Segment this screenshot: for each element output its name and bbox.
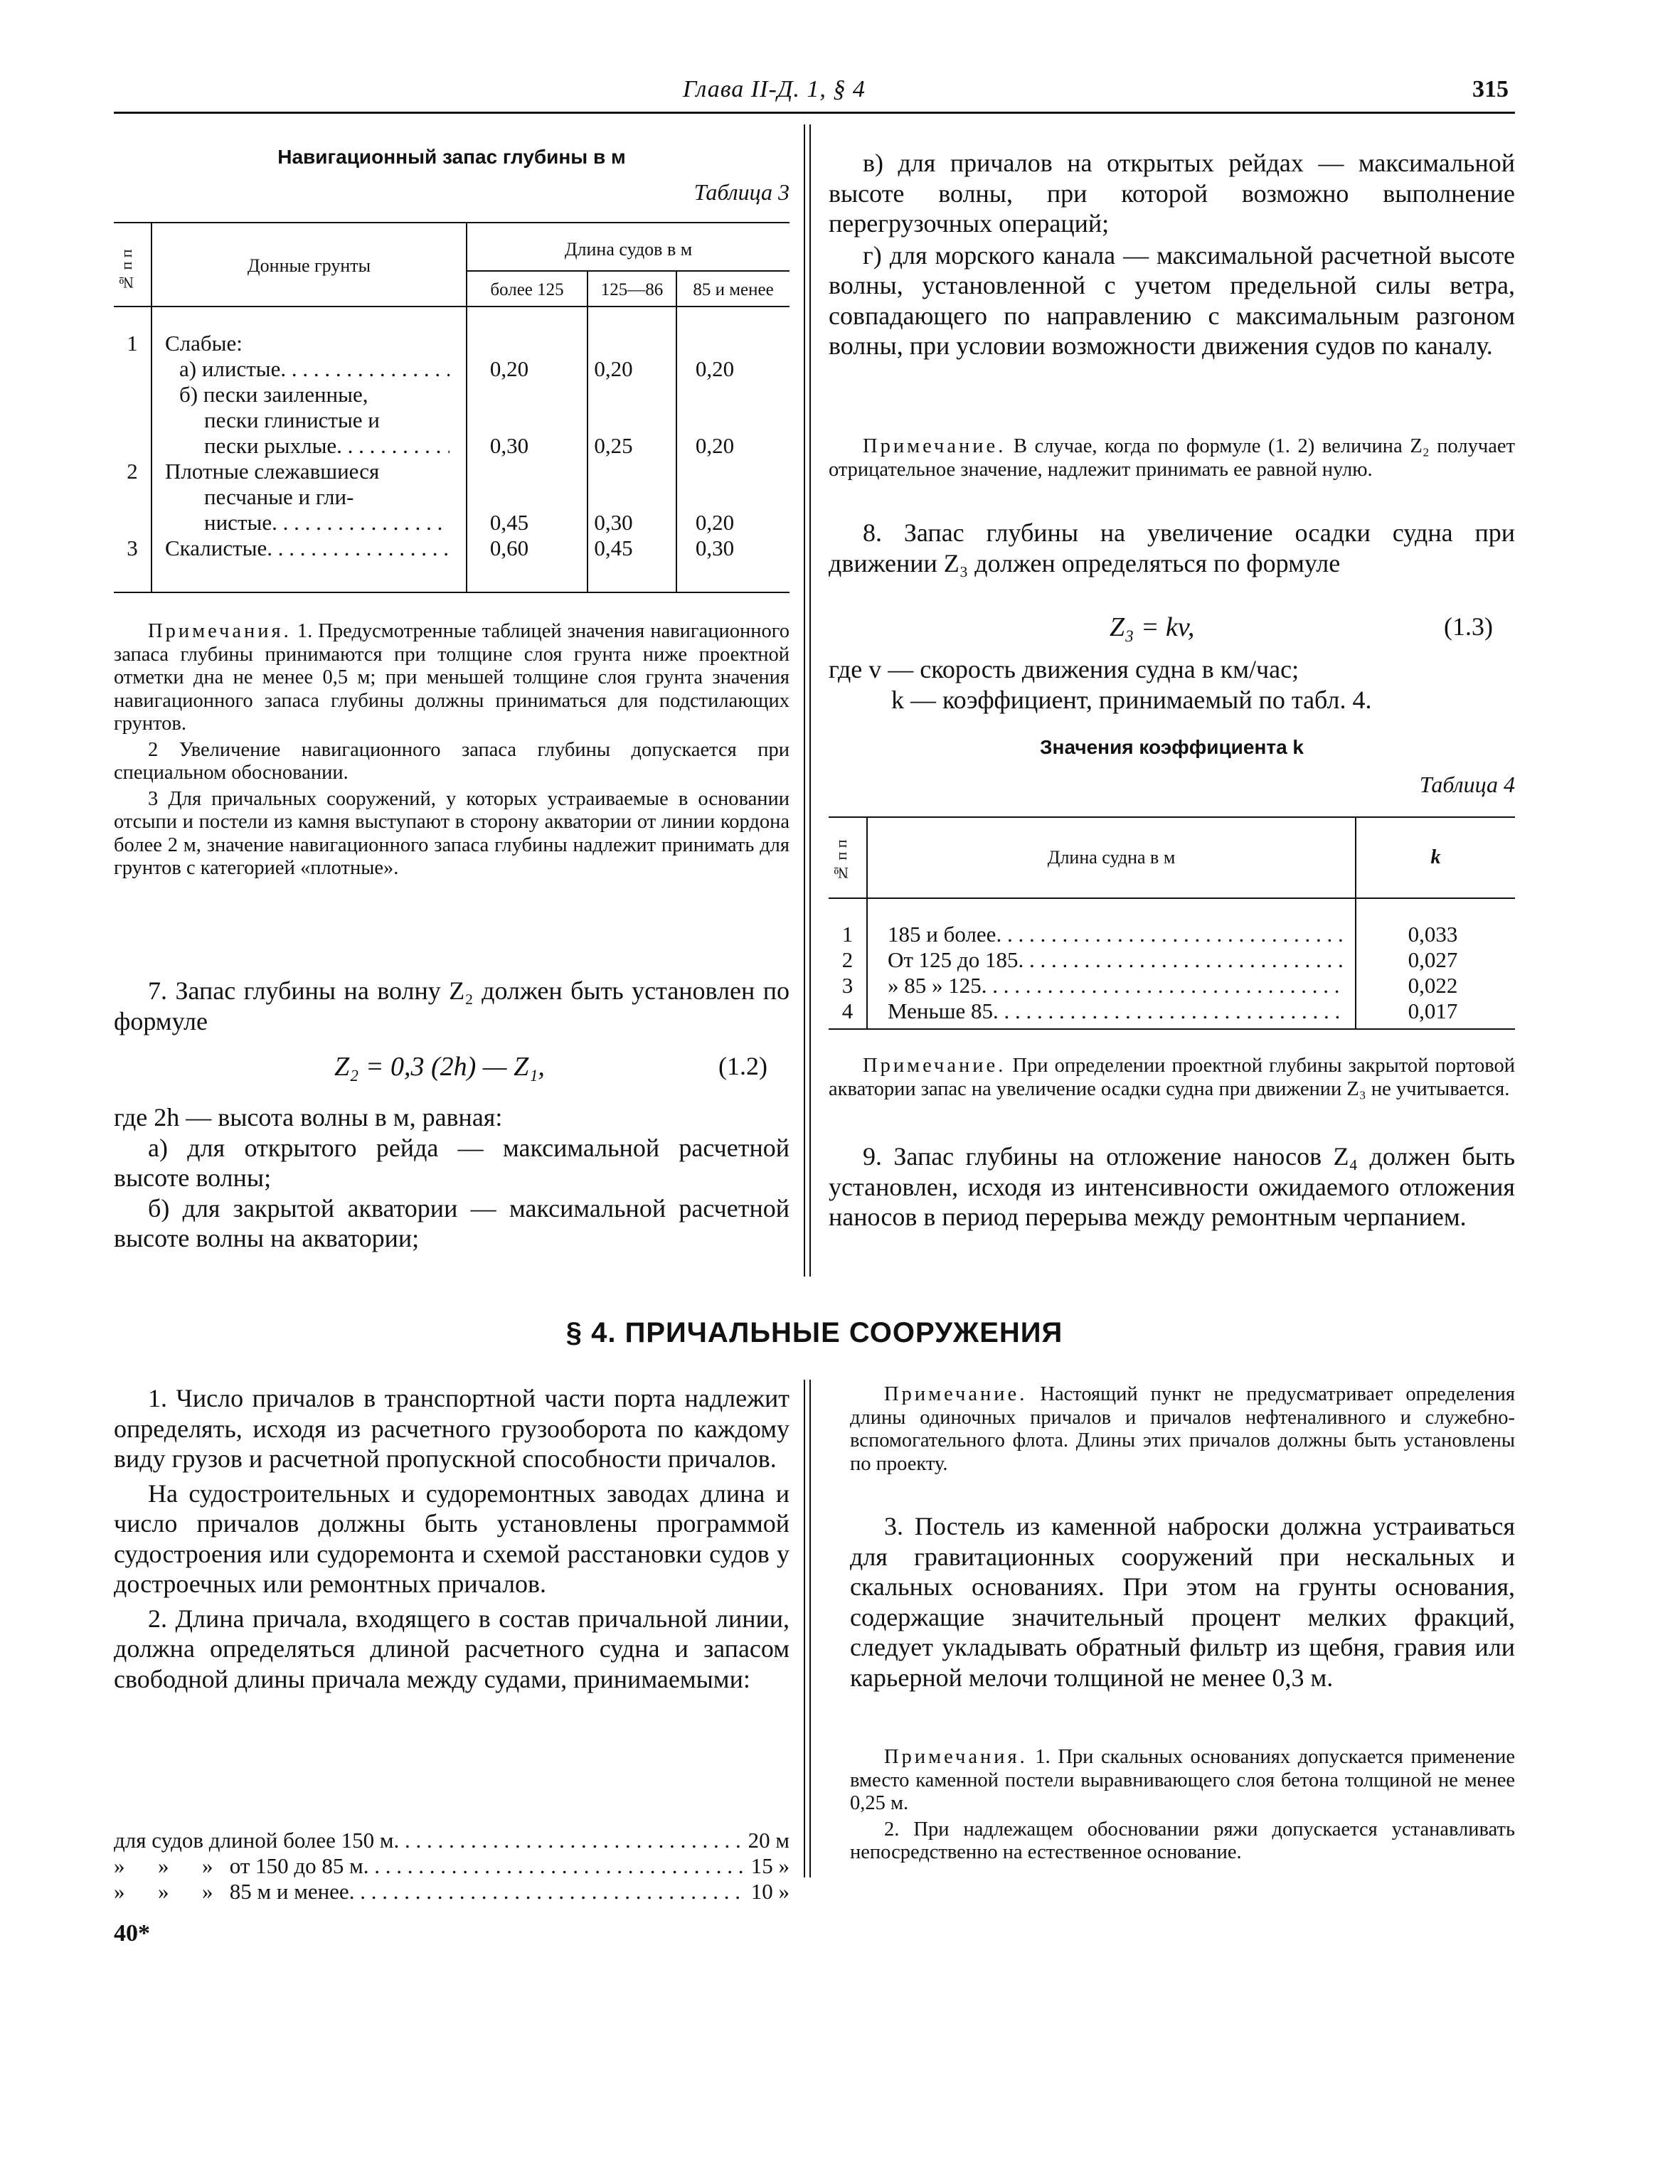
table4-note: Примечание. При определении проектной глубины закрытой портовой акватории запас на увеличение осадки судна при движении Z₃ не учитывается. [829, 1055, 1515, 1100]
table3-notes: Примечания. 1. Предусмотренные таблицей значения навигационного запаса глубины принимаются при толщине слоя грунта ниже проектной отметки дна не менее 0,5 м; при меньшей толщине слоя грунта значения навигационного запаса глубины должны приниматься для подстилающих грунтов. 2 Увеличение навигационного запаса глубины допускается при специальном обосновании. 3 Для причальных сооружений, у которых устраиваемые в основании отсыпи и постели из камня выступают в сторону акватории от линии кордона более 2 м, значение навигационного запаса глубины надлежит принимать для грунтов с категорией «плотные». [114, 620, 790, 879]
paragraph-3: 3. Постель из каменной наброски должна устраиваться для гравитационных сооружений при нескальных и скальных основаниях. При этом на грунты основания, содержащие значительный процент мелких фракций, следует укладывать обратный фильтр из щебня, гравия или карьерной мелочи толщиной не менее 0,3 м. [850, 1512, 1515, 1692]
table3-sub-2: 125—86 [600, 280, 664, 299]
column-divider-bottom-right [809, 1380, 811, 1877]
table-row: 3 Скалистые . . . 0,60 0,45 0,30 [114, 536, 790, 561]
table3-col-length: Длина судов в м [564, 239, 693, 260]
formula-1-2: Z₂ = 0,3 (2h) — Z₁, [334, 1052, 545, 1082]
table-row: песчаные и гли- [204, 484, 354, 509]
note-z2: Примечание. В случае, когда по формуле (1. 2) величина Z₂ получает отрицательное значение, надлежит принимать ее равной нулю. [829, 435, 1515, 481]
table-row: 1 Слабые: [127, 331, 243, 356]
table3-col-soil: Донные грунты [247, 255, 371, 276]
paragraph-9: 9. Запас глубины на отложение наносов Z₄ должен быть установлен, исходя из интенсивности ожидаемого отложения наносов в период перерыва между ремонтным черпанием. [829, 1142, 1515, 1231]
list-item: » » » от 150 до 85 м . . . 15 » [114, 1853, 790, 1879]
table-row: пески рыхлые . . . 0,30 0,25 0,20 [114, 433, 790, 459]
table4-body [829, 922, 1515, 1024]
right-list: в) для причалов на открытых рейдах — максимальной высоте волны, при которой возможно выполнение перегрузочных операций; г) для морского канала — максимальной расчетной высоте волны, установленной с учетом предельной силы ветра, совпадающего по направлению с максимальным разгоном волны, при условии возможности движения судов по каналу. [829, 149, 1515, 360]
header-rule [114, 112, 1515, 114]
table3-title: Навигационный запас глубины в м [277, 146, 626, 168]
section4-left: 1. Число причалов в транспортной части порта надлежит определять, исходя из расчетного грузооборота по каждому виду грузов и расчетной пропускной способности причалов. На судостроительных и судоремонтных заводах длина и число причалов должны быть установлены программой судостроения или судоремонта и схемой расстановки судов у достроечных или ремонтных причалов. 2. Длина причала, входящего в состав причальной линии, должна определяться длиной расчетного судна и запасом свободной длины причала между судами, принимаемыми: [114, 1384, 790, 1693]
page-number: 315 [1472, 76, 1509, 102]
table3-label: Таблица 3 [693, 179, 790, 205]
table3-col-num: № п п [117, 249, 135, 292]
table3-sub-1: более 125 [490, 280, 564, 299]
list-item: для судов длиной более 150 м . . . 20 м [114, 1828, 790, 1853]
berth-length-list [114, 1828, 790, 1905]
table-row: а) илистые . . . 0,20 0,20 0,20 [114, 356, 790, 382]
paragraph-8-where: где v — скорость движения судна в км/час; k — коэффициент, принимаемый по табл. 4. [829, 655, 1372, 714]
signature-mark: 40* [114, 1920, 150, 1946]
section-heading: § 4. ПРИЧАЛЬНЫЕ СООРУЖЕНИЯ [565, 1317, 1063, 1348]
paragraph-3-notes: Примечания. 1. При скальных основаниях допускается применение вместо каменной постели выравнивающего слоя бетона толщиной не менее 0,25 м. 2. При надлежащем обосновании ряжи допускается устанавливать непосредственно на естественное основание. [850, 1746, 1516, 1863]
table-row: б) пески заиленные, [179, 382, 368, 407]
table3-sub-3: 85 и менее [693, 280, 774, 299]
table-row: 4 Меньше 85 . . . 0,017 [829, 998, 1515, 1024]
table-row: нистые . . . 0,45 0,30 0,20 [114, 510, 790, 536]
table-row: 1 185 и более . . . 0,033 [829, 922, 1515, 947]
table-row: 2 От 125 до 185 . . . 0,027 [829, 947, 1515, 973]
table-row: 2 Плотные слежавшиеся [127, 459, 380, 484]
column-divider-right [809, 124, 811, 1277]
table4-label: Таблица 4 [1419, 772, 1515, 797]
table4-col-len: Длина судна в м [1047, 847, 1176, 868]
running-header: Глава II-Д. 1, § 4 [683, 76, 866, 102]
paragraph-7-list: где 2h — высота волны в м, равная: а) для открытого рейда — максимальной расчетной высоте волны; б) для закрытой акватории — максимальной расчетной высоте волны на акватории; [114, 1103, 790, 1252]
table4-title: Значения коэффициента k [1040, 736, 1304, 758]
section4-note: Примечание. Настоящий пункт не предусматривает определения длины одиночных причалов и причалов нефтеналивного и служебно-вспомогательного флота. Длины этих причалов должны быть установлены по проекту. [850, 1383, 1515, 1475]
table3-body [114, 331, 790, 561]
formula-1-3-number: (1.3) [1444, 612, 1493, 641]
formula-1-3: Z₃ = kv, [1110, 612, 1195, 642]
paragraph-8: 8. Запас глубины на увеличение осадки судна при движении Z₃ должен определяться по формуле [829, 518, 1515, 577]
table4-col-k: k [1430, 846, 1441, 868]
column-divider-left [804, 124, 805, 1277]
table4-col-num: № п п [832, 839, 850, 882]
table-row: 3 » 85 » 125 . . . 0,022 [829, 973, 1515, 998]
paragraph-7: 7. Запас глубины на волну Z₂ должен быть установлен по формуле [114, 976, 790, 1035]
list-item: » » » 85 м и менее . . . 10 » [114, 1879, 790, 1905]
table-row: пески глинистые и [204, 407, 380, 432]
formula-1-2-number: (1.2) [718, 1052, 767, 1080]
column-divider-bottom-left [804, 1380, 805, 1877]
